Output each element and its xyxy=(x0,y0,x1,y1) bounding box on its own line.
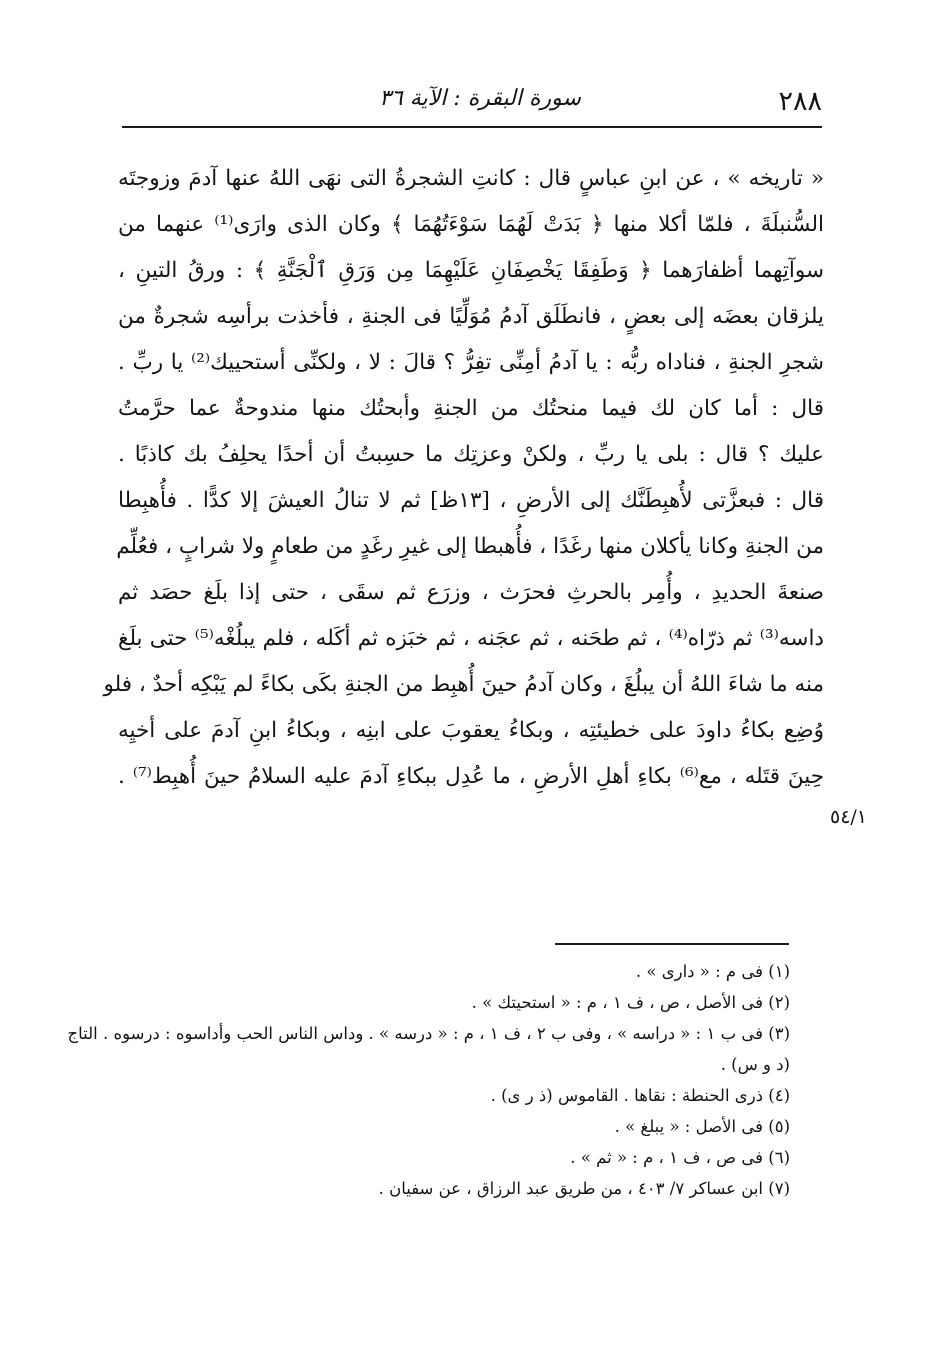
footnotes xyxy=(67,956,790,1204)
text-line: السُّنبلَةَ ، فلمّا أكلا منها ﴿ بَدَتْ لَهُمَا سَوْءَتُهُمَا ﴾ وكان الذى وارَى⁽¹⁾ عنهما من xyxy=(118,212,824,237)
margin-reference: ٥٤/١ xyxy=(830,806,868,828)
text-line: سوآتِهما أظفارَهما ﴿ وَطَفِقَا يَخْصِفَانِ عَلَيْهِمَا مِن وَرَقِ ٱلْجَنَّةِ ﴾ : ورقُ التينِ ، xyxy=(118,258,824,283)
text-line: صنعةَ الحديدِ ، وأُمِر بالحرثِ فحرَث ، وزرَع ثم سقَى ، حتى إذا بلَغ حصَد ثم xyxy=(118,580,824,605)
running-title: سورة البقرة : الآية ٣٦ xyxy=(379,86,581,111)
main-text xyxy=(103,156,824,800)
footnote-4: (٤) ذرى الحنطة : نقاها . القاموس (ذ ر ى) . xyxy=(490,1086,790,1105)
text-line: عليك ؟ قال : بلى يا ربِّ ، ولكنْ وعزتِك ما حسِبتُ أن أحدًا يحلِفُ بك كاذبًا . xyxy=(118,442,824,467)
text-line: قال : أما كان لك فيما منحتُك من الجنةِ وأبحتُك منها مندوحةٌ عما حرَّمتُ xyxy=(118,396,824,421)
footnote-2: (٢) فى الأصل ، ص ، ف ١ ، م : « استحيتك » . xyxy=(471,993,790,1012)
page-number: ٢٨٨ xyxy=(778,86,822,117)
text-line: قال : فبعزَّتى لأُهبِطَنَّك إلى الأرضِ ، [١٣ظ] ثم لا تنالُ العيشَ إلا كدًّا . فأُهبِطا xyxy=(118,488,824,513)
text-line: شجرِ الجنةِ ، فناداه ربُّه : يا آدمُ أمِنِّى تفِرُّ ؟ قالَ : لا ، ولكنِّى أستحييك⁽²⁾ يا ربِّ . xyxy=(118,350,824,375)
text-line: داسه⁽³⁾ ثم ذرّاه⁽⁴⁾ ، ثم طحَنه ، ثم عجَنه ، ثم خبَزه ثم أكَله ، فلم يبلُغْه⁽⁵⁾ حتى بلَغ xyxy=(118,626,824,651)
footnote-divider xyxy=(555,943,789,945)
text-line: وُضِع بكاءُ داودَ على خطيئتِه ، وبكاءُ يعقوبَ على ابنِه ، وبكاءُ ابنِ آدمَ على أخيِه xyxy=(118,718,824,743)
footnote-3: (٣) فى ب ١ : « دراسه » ، وفى ب ٢ ، ف ١ ، م : « درسه » . وداس الناس الحب وأداسوه : درسوه . التاج xyxy=(67,1024,790,1043)
text-line: منه ما شاءَ اللهُ أن يبلُغَ ، وكان آدمُ حينَ أُهبِط من الجنةِ بكَى بكاءً لم يَبْكِه أحدٌ ، فلو xyxy=(103,672,824,697)
text-line: من الجنةِ وكانا يأكلان منها رغَدًا ، فأُهبطا إلى غيرِ رغَدٍ من طعامٍ ولا شرابٍ ، فعُلِّم xyxy=(116,534,824,559)
header-divider xyxy=(122,126,822,128)
footnote-3-continuation: (د و س) . xyxy=(720,1055,790,1074)
footnote-6: (٦) فى ص ، ف ١ ، م : « ثم » . xyxy=(570,1148,790,1167)
footnote-5: (٥) فى الأصل : « يبلغ » . xyxy=(614,1117,790,1136)
footnote-1: (١) فى م : « دارى » . xyxy=(635,962,790,981)
text-line: يلزقان بعضَه إلى بعضٍ ، فانطَلَق آدمُ مُوَلِّيًا فى الجنةِ ، فأخذت برأسِه شجرةٌ من xyxy=(118,304,824,329)
text-line: « تاريخه » ، عن ابنِ عباسٍ قال : كانتِ الشجرةُ التى نهَى اللهُ عنها آدمَ وزوجتَه xyxy=(118,166,824,191)
text-line: حِينَ قتَله ، مع⁽⁶⁾ بكاءِ أهلِ الأرضِ ، ما عُدِل ببكاءِ آدمَ عليه السلامُ حينَ أُهبِط⁽⁷⁾ . xyxy=(118,764,824,789)
footnote-7: (٧) ابن عساكر ٧/ ٤٠٣ ، من طريق عبد الرزاق ، عن سفيان . xyxy=(378,1179,790,1198)
